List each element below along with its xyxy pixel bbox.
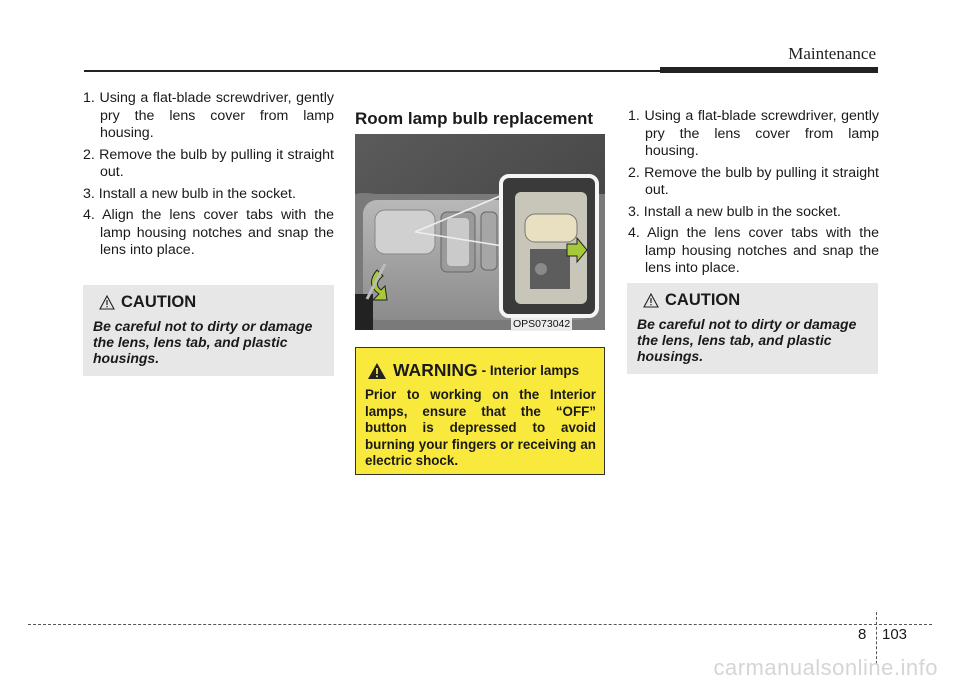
- left-step-2: 2. Remove the bulb by pulling it straight out.: [83, 146, 334, 180]
- right-step-1: 1. Using a flat-blade screwdriver, gently pry the lens cover from lamp housing.: [628, 108, 879, 159]
- left-caution-title: CAUTION: [121, 293, 197, 311]
- right-caution-header: [643, 291, 868, 310]
- page-number: 103: [882, 626, 908, 643]
- caution-triangle-icon: [643, 293, 659, 308]
- footer-rule: [28, 624, 932, 625]
- photo-code: OPS073042: [513, 318, 571, 330]
- warning-text: Prior to working on the Interior lamps, ensure that the “OFF” button is depressed to avoid burning your fingers or receiving an electric shock.: [365, 387, 596, 468]
- left-caution-header: [99, 293, 324, 312]
- right-caution-box: [627, 283, 878, 374]
- room-lamp-photo: [355, 134, 605, 330]
- header-rule-bold: [660, 67, 878, 73]
- left-caution-text: Be careful not to dirty or damage the lens, lens tab, and plastic housings.: [93, 318, 313, 366]
- left-steps-list: [83, 90, 334, 264]
- right-step-3: 3. Install a new bulb in the socket.: [628, 203, 841, 220]
- warning-title: WARNING: [393, 360, 478, 380]
- warning-header: [367, 360, 596, 381]
- right-caution-title: CAUTION: [665, 291, 741, 309]
- right-step-4: 4. Align the lens cover tabs with the lamp housing notches and snap the lens into place.: [628, 225, 879, 276]
- left-step-4: 4. Align the lens cover tabs with the lamp housing notches and snap the lens into place.: [83, 207, 334, 258]
- left-step-1: 1. Using a flat-blade screwdriver, gently pry the lens cover from lamp housing.: [83, 90, 334, 141]
- chapter-number: 8: [858, 626, 867, 643]
- warning-subtitle: - Interior lamps: [481, 363, 580, 378]
- section-title: Room lamp bulb replacement: [355, 109, 594, 128]
- left-step-3: 3. Install a new bulb in the socket.: [83, 185, 296, 202]
- right-caution-text: Be careful not to dirty or damage the lens, lens tab, and plastic housings.: [637, 316, 857, 364]
- watermark: carmanualsonline.info: [713, 655, 938, 680]
- warning-box: [355, 347, 605, 475]
- page-header-title: Maintenance: [788, 44, 876, 63]
- caution-triangle-icon: [99, 295, 115, 310]
- right-step-2: 2. Remove the bulb by pulling it straight out.: [628, 164, 879, 198]
- right-steps-list: [628, 108, 879, 282]
- left-caution-box: [83, 285, 334, 376]
- header-rule: [84, 70, 660, 72]
- warning-triangle-icon: [367, 362, 387, 380]
